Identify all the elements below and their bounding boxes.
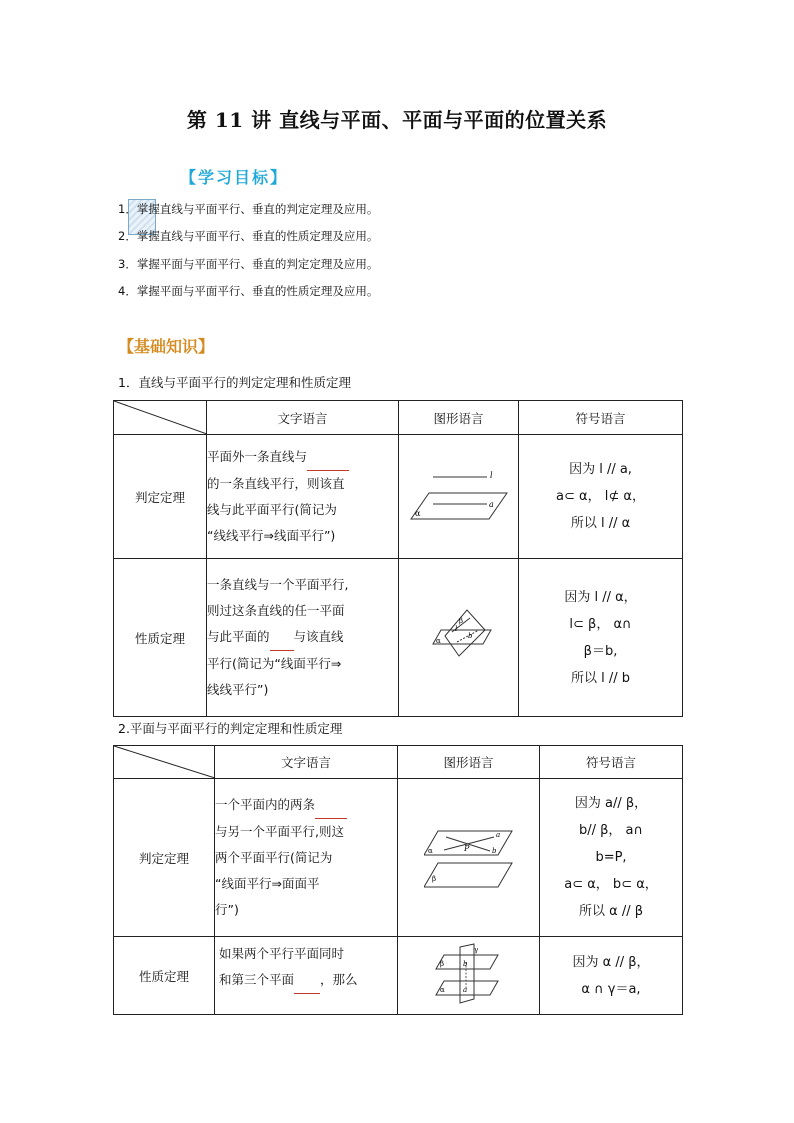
- goal-item: 4．掌握平面与平面平行、垂直的性质定理及应用。: [118, 284, 379, 298]
- three-planes-diagram: [434, 943, 504, 1005]
- label-b: b: [462, 960, 467, 968]
- symbol-line: 因为 α // β，: [572, 954, 650, 970]
- label-beta: β: [439, 960, 444, 968]
- text-line: “线线平行⇒线面平行”): [207, 528, 336, 543]
- header-figure-language: 图形语言: [398, 746, 540, 779]
- symbol-line: α ∩ γ＝a,: [581, 981, 641, 997]
- symbol-line: 因为 a// β，: [574, 796, 648, 811]
- text-line: 一条直线与一个平面平行,: [207, 577, 349, 592]
- text-line: 两个平面平行(简记为: [215, 850, 333, 865]
- label-beta: β: [431, 875, 436, 883]
- symbol-line: 所以 l // α: [570, 516, 631, 531]
- learning-goals-heading: 【学习目标】: [180, 168, 289, 187]
- page-title: 第 11 讲 直线与平面、平面与平面的位置关系: [186, 108, 608, 132]
- label-alpha: α: [439, 986, 445, 994]
- label-a: a: [488, 500, 494, 509]
- line-plane-parallel-table: [113, 400, 683, 717]
- property-figure-cell: [398, 937, 540, 1015]
- judgment-text-cell: [207, 435, 399, 559]
- goal-item: 3．掌握平面与平面平行、垂直的判定定理及应用。: [118, 257, 379, 271]
- text-line: 如果两个平行平面同时: [219, 946, 345, 961]
- row-label-judgment: 判定定理: [114, 779, 215, 937]
- text-line: 的一条直线平行，则该直: [207, 476, 345, 491]
- text-line: 与该直线: [293, 629, 344, 644]
- judgment-symbol-cell: [540, 779, 683, 937]
- judgment-text-cell: [215, 779, 398, 937]
- label-alpha: α: [427, 847, 433, 855]
- fill-blank: [294, 967, 320, 994]
- symbol-line: b// β， a∩: [578, 823, 644, 838]
- symbol-line: 因为 l // a,: [569, 462, 632, 477]
- property-symbol-cell: [540, 937, 683, 1015]
- text-line: 线线平行”): [207, 682, 269, 697]
- section-2-title: 2.平面与平面平行的判定定理和性质定理: [118, 721, 343, 736]
- text-line: 则过这条直线的任一平面: [207, 603, 345, 618]
- fill-blank: [307, 444, 349, 471]
- label-alpha: α: [435, 637, 441, 645]
- label-p: P: [463, 844, 469, 853]
- diagonal-header-cell: [114, 401, 207, 435]
- text-line: 与另一个平面平行,则这: [215, 824, 344, 839]
- property-symbol-cell: [519, 559, 683, 717]
- row-label-judgment: 判定定理: [114, 435, 207, 559]
- text-line: 与此平面的: [207, 629, 270, 644]
- symbol-line: b=P,: [595, 850, 627, 865]
- header-text-language: 文字语言: [207, 401, 399, 435]
- fill-blank: [315, 792, 347, 819]
- section-1-title: 1．直线与平面平行的判定定理和性质定理: [118, 375, 351, 390]
- symbol-line: 所以 l // b: [570, 670, 631, 686]
- header-text-language: 文字语言: [215, 746, 398, 779]
- label-a: a: [462, 986, 467, 994]
- line-plane-parallel-diagram: [409, 465, 509, 525]
- basic-knowledge-heading: 【基础知识】: [118, 337, 215, 356]
- text-line: 行”): [215, 902, 239, 917]
- symbol-line: a⊂ α， l⊄ α，: [556, 489, 645, 504]
- goal-item: 2．掌握直线与平面平行、垂直的性质定理及应用。: [118, 229, 379, 243]
- header-figure-language: 图形语言: [399, 401, 519, 435]
- label-beta: β: [458, 617, 463, 625]
- plane-plane-parallel-diagram: [424, 821, 514, 891]
- goal-item: 1．掌握直线与平面平行、垂直的判定定理及应用。: [118, 202, 379, 216]
- label-b: b: [467, 632, 472, 640]
- row-label-property: 性质定理: [114, 937, 215, 1015]
- judgment-symbol-cell: [519, 435, 683, 559]
- text-line: ，那么: [320, 972, 358, 987]
- label-a: a: [495, 831, 500, 839]
- label-l: l: [454, 625, 457, 633]
- label-alpha: α: [414, 509, 420, 518]
- property-text-cell: [215, 937, 398, 1015]
- judgment-figure-cell: [399, 435, 519, 559]
- line-plane-intersection-diagram: [419, 606, 499, 666]
- symbol-line: β＝b,: [583, 643, 618, 659]
- text-line: 和第三个平面: [219, 972, 295, 987]
- text-line: “线面平行⇒面面平: [215, 876, 320, 891]
- symbol-line: l⊂ β， α∩: [569, 616, 632, 632]
- property-figure-cell: [399, 559, 519, 717]
- diagonal-header-cell: [114, 746, 215, 779]
- row-label-property: 性质定理: [114, 559, 207, 717]
- text-line: 一个平面内的两条: [215, 797, 316, 812]
- header-symbol-language: 符号语言: [540, 746, 683, 779]
- plane-plane-parallel-table: [113, 745, 683, 1015]
- symbol-line: 因为 l // α，: [564, 589, 637, 605]
- label-gamma: γ: [473, 946, 478, 954]
- label-b: b: [491, 847, 496, 855]
- text-line: 线与此平面平行(简记为: [207, 502, 337, 517]
- fill-blank: [270, 624, 294, 651]
- symbol-line: 所以 α // β: [578, 904, 644, 919]
- judgment-figure-cell: [398, 779, 540, 937]
- property-text-cell: [207, 559, 399, 717]
- label-l: l: [489, 471, 493, 480]
- text-line: 平行(简记为“线面平行⇒: [207, 656, 342, 671]
- header-symbol-language: 符号语言: [519, 401, 683, 435]
- symbol-line: a⊂ α， b⊂ α，: [564, 877, 658, 892]
- text-line: 平面外一条直线与: [207, 449, 308, 464]
